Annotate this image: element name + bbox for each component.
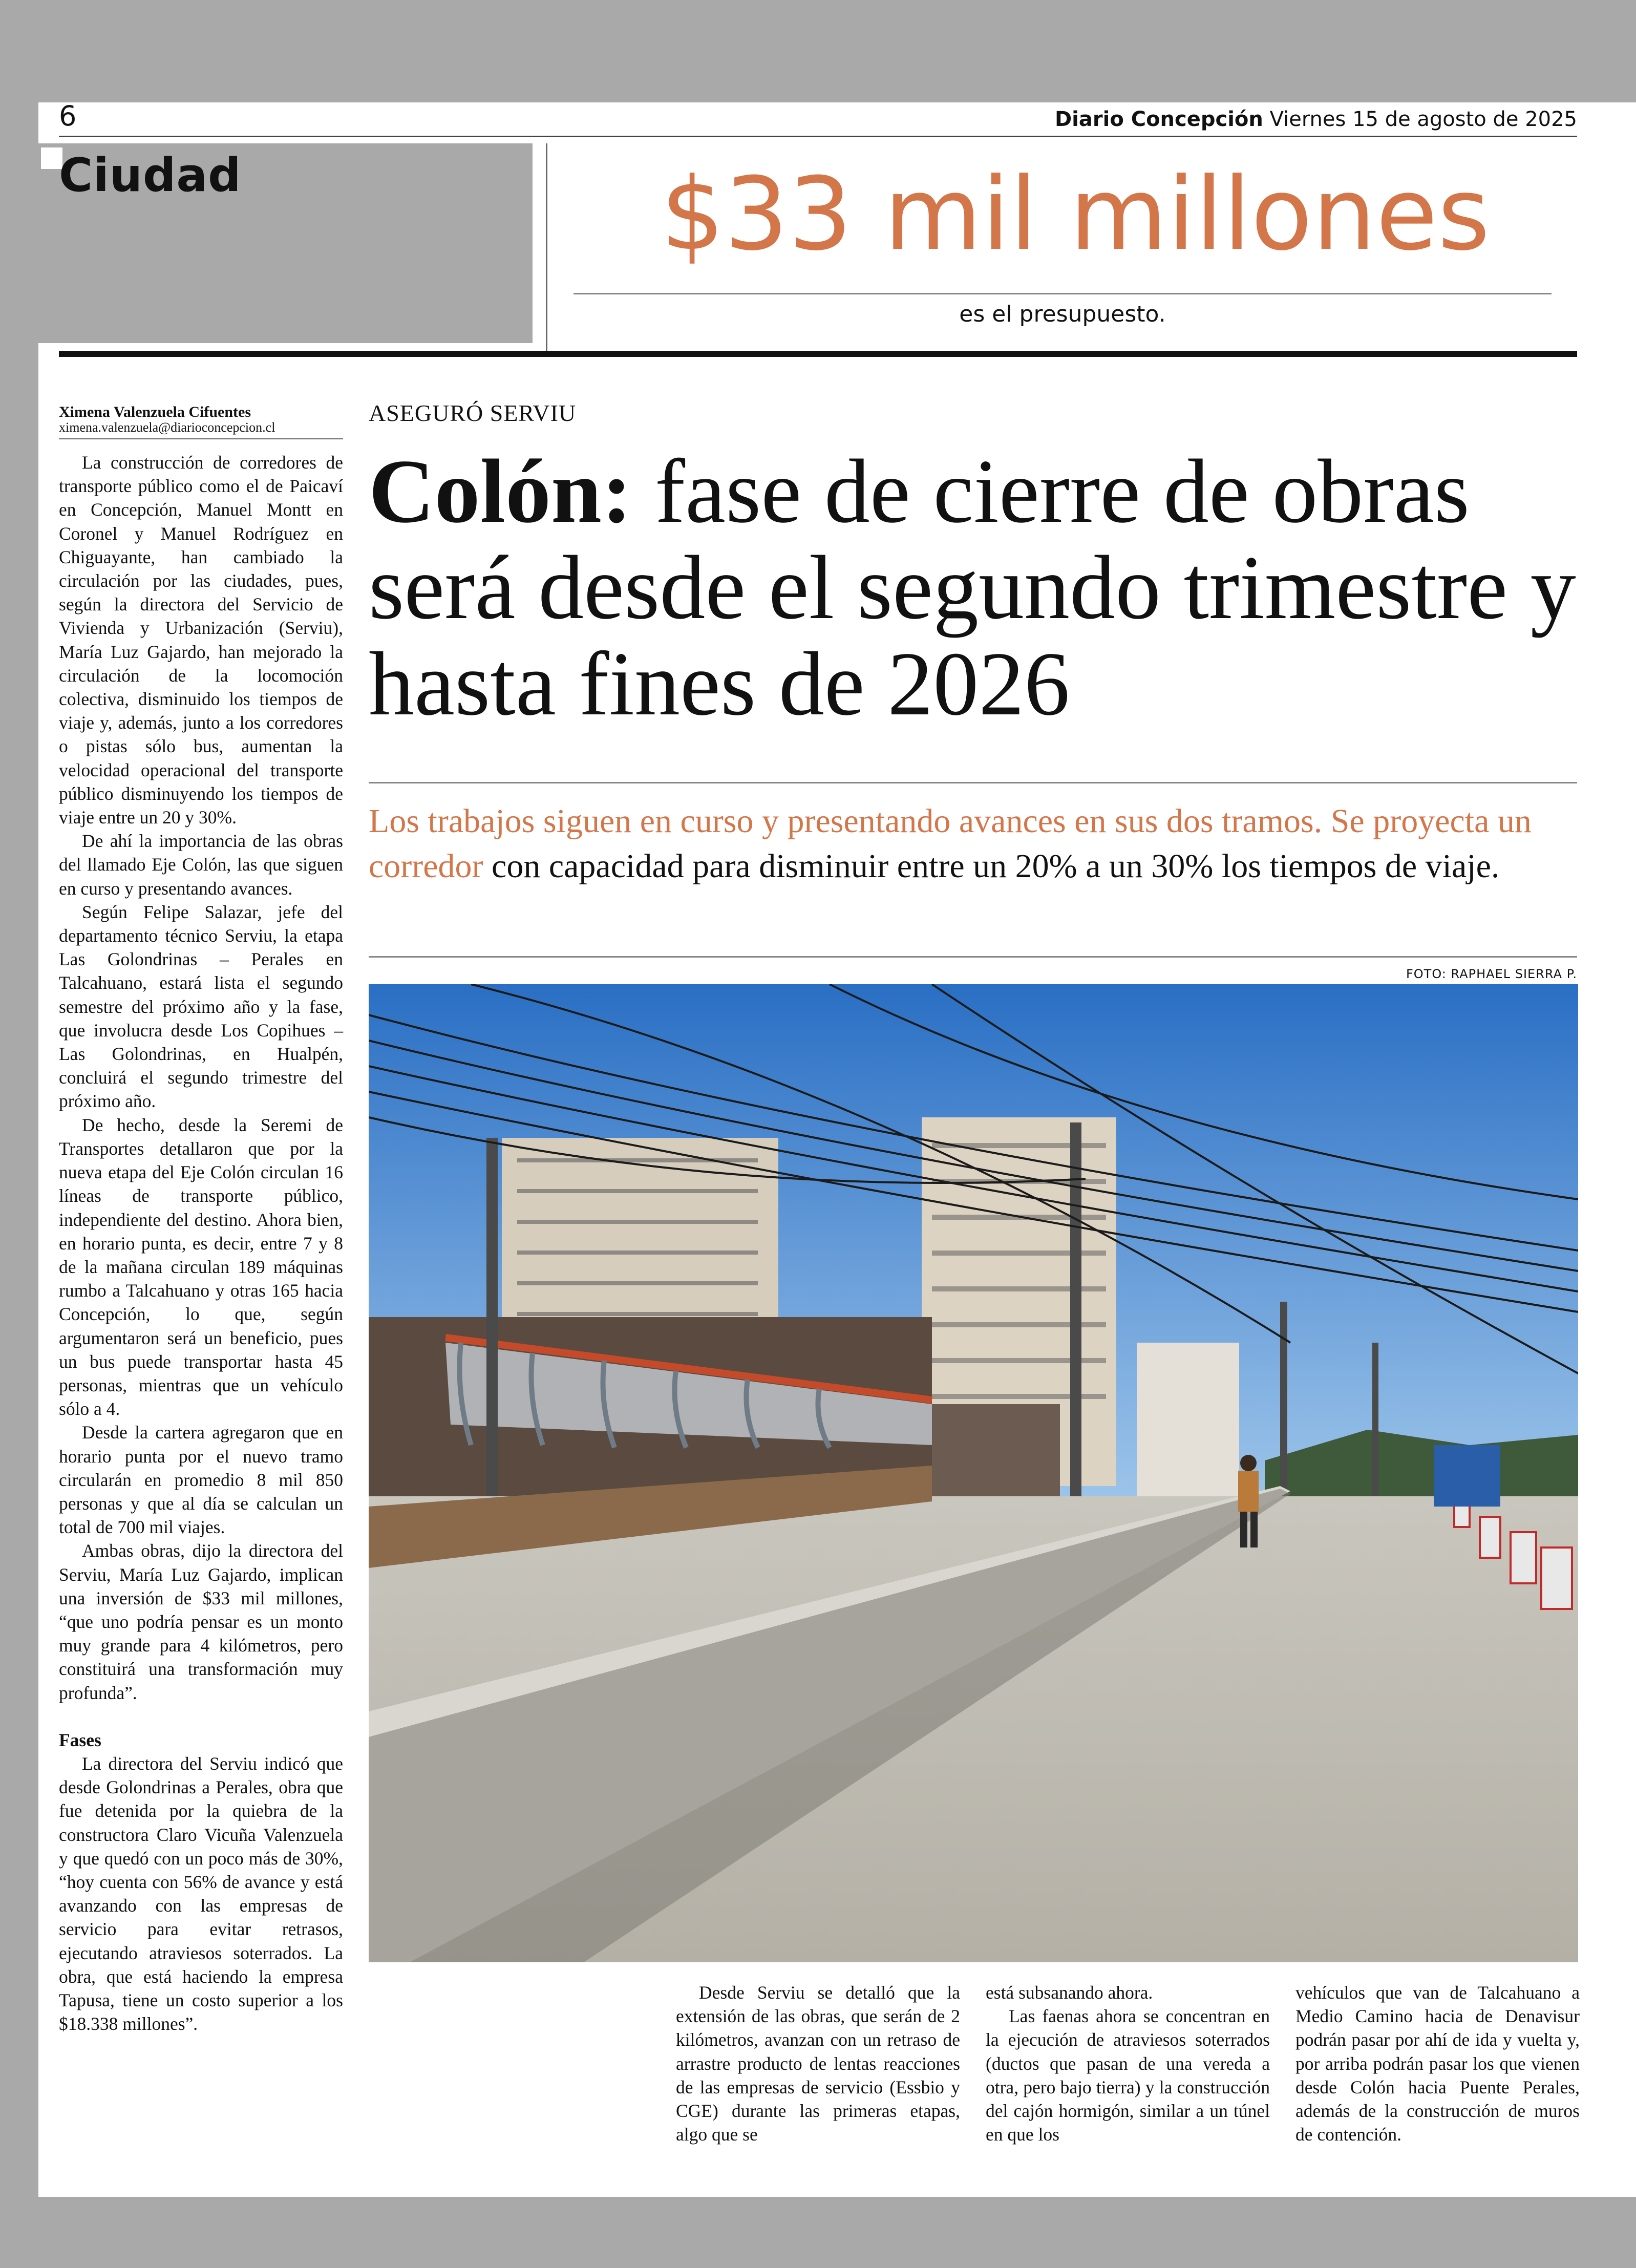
paragraph: La directora del Serviu indicó que desde Golondrinas a Perales, obra que fue detenida por la quiebra de la constructora Claro Vicuña Valenzuela y que quedó con un poco más de 30%, “hoy cuenta con 56% de avance y está avanzando con las empresas de servicio para evitar retrasos, ejecutando atraviesos soterrados. La obra, que está haciendo la empresa Tapusa, tiene un costo superior a los $18.338 millones”. [59,1753,343,2034]
author-name: Ximena Valenzuela Cifuentes [59,404,251,420]
headline-rest: fase de cierre de obras será desde el segundo trimestre y hasta fines de 2026 [369,440,1576,734]
masthead [1055,108,1577,131]
column-3 [986,1981,1270,2146]
photo-illustration [369,984,1578,1962]
paragraph: De hecho, desde la Seremi de Transportes detallaron que por la nueva etapa del Eje Colón circulan 16 líneas de transporte público, independiente del destino. Ahora bien, en horario punta, es decir, entre 7 y 8 de la mañana circulan 189 máquinas rumbo a Talcahuano y otras 165 hacia Concepción, lo que, según argumentaron será un beneficio, pues un bus puede transportar hasta 45 personas, mientras que un vehículo sólo a 4. [59,1114,343,1419]
paragraph: está subsanando ahora. [986,1982,1153,2003]
stat-caption: es el presupuesto. [959,301,1166,327]
paragraph: Según Felipe Salazar, jefe del departamento técnico Serviu, la etapa Las Golondrinas – Perales en Talcahuano, estará lista el segundo semestre del próximo año y la fase, que involucra desde Los Copihues – Las Golondrinas, en Hualpén, concluirá el segundo trimestre del próximo año. [59,901,343,1112]
photo-credit: FOTO: RAPHAEL SIERRA P. [1406,967,1577,981]
deck-highlight: Los trabajos siguen en curso y presentando avances en sus dos tramos. Se proyecta un corredor [369,802,1532,885]
page-number: 6 [59,100,77,132]
byline [59,405,343,439]
section-title: Ciudad [59,149,242,202]
subheading: Fases [59,1729,101,1750]
column-1 [59,451,343,2036]
column-4 [1295,1981,1580,2146]
heavy-rule [59,351,1577,357]
headline-rule [369,782,1577,783]
bottom-margin [0,2197,1636,2268]
deck [369,799,1577,889]
stat-rule [573,293,1552,294]
issue-date: Viernes 15 de agosto de 2025 [1269,108,1577,131]
paragraph: La construcción de corredores de transporte público como el de Paicaví en Concepción, Manuel Montt en Coronel y Manuel Rodríguez en Chiguayante, han cambiado la circulación por las ciudades, pues, según la directora del Servicio de Vivienda y Urbanización (Serviu), María Luz Gajardo, han mejorado la circulación de la locomoción colectiva, disminuido los tiempos de viaje y, además, junto a los corredores o pistas sólo bus, aumentan la velocidad operacional del transporte público disminuyendo los tiempos de viaje entre un 20 y 30%. [59,452,343,828]
top-margin-overlay [0,0,1636,102]
paragraph: Las faenas ahora se concentran en la ejecución de atraviesos soterrados (ductos que pasan de una vereda a otra, pero bajo tierra) y la construcción del cajón hormigón, similar a un túnel en que los [986,2006,1270,2145]
paragraph: Ambas obras, dijo la directora del Serviu, María Luz Gajardo, implican una inversión de $33 mil millones, “que uno podría pensar es un monto muy grande para 4 kilómetros, pero constituirá una transformación muy profunda”. [59,1540,343,1703]
newspaper-name: Diario Concepción [1054,108,1263,131]
deck-rest: con capacidad para disminuir entre un 20% a un 30% los tiempos de viaje. [483,847,1500,885]
column-2 [676,1981,960,2146]
deck-rule [369,956,1577,958]
stat-separator [546,143,547,353]
author-email[interactable]: ximena.valenzuela@diarioconcepcion.cl [59,420,343,439]
paragraph: Desde la cartera agregaron que en horario punta por el nuevo tramo circularán en promedio 8 mil 850 personas y que al día se calculan un total de 700 mil viajes. [59,1422,343,1538]
paragraph: vehículos que van de Talcahuano a Medio Camino hacia de Denavisur podrán pasar por ahí de ida y vuelta y, por arriba podrán pasar los que vienen desde Colón hacia Puente Perales, además de la construcción de muros de contención. [1295,1982,1580,2145]
stat-value: $33 mil millones [661,156,1490,273]
paragraph: De ahí la importancia de las obras del llamado Eje Colón, las que siguen en curso y presentando avances. [59,831,343,899]
header-rule [59,136,1577,137]
left-margin [0,0,38,2268]
paragraph: Desde Serviu se detalló que la extensión de las obras, que serán de 2 kilómetros, avanzan con un retraso de arrastre producto de lentas reacciones de las empresas de servicio (Essbio y CGE) durante las primeras etapas, algo que se [676,1982,960,2145]
kicker: ASEGURÓ SERVIU [369,400,577,426]
street-construction-photo [369,984,1578,1962]
headline [369,440,1577,734]
headline-bold: Colón: [369,440,632,542]
